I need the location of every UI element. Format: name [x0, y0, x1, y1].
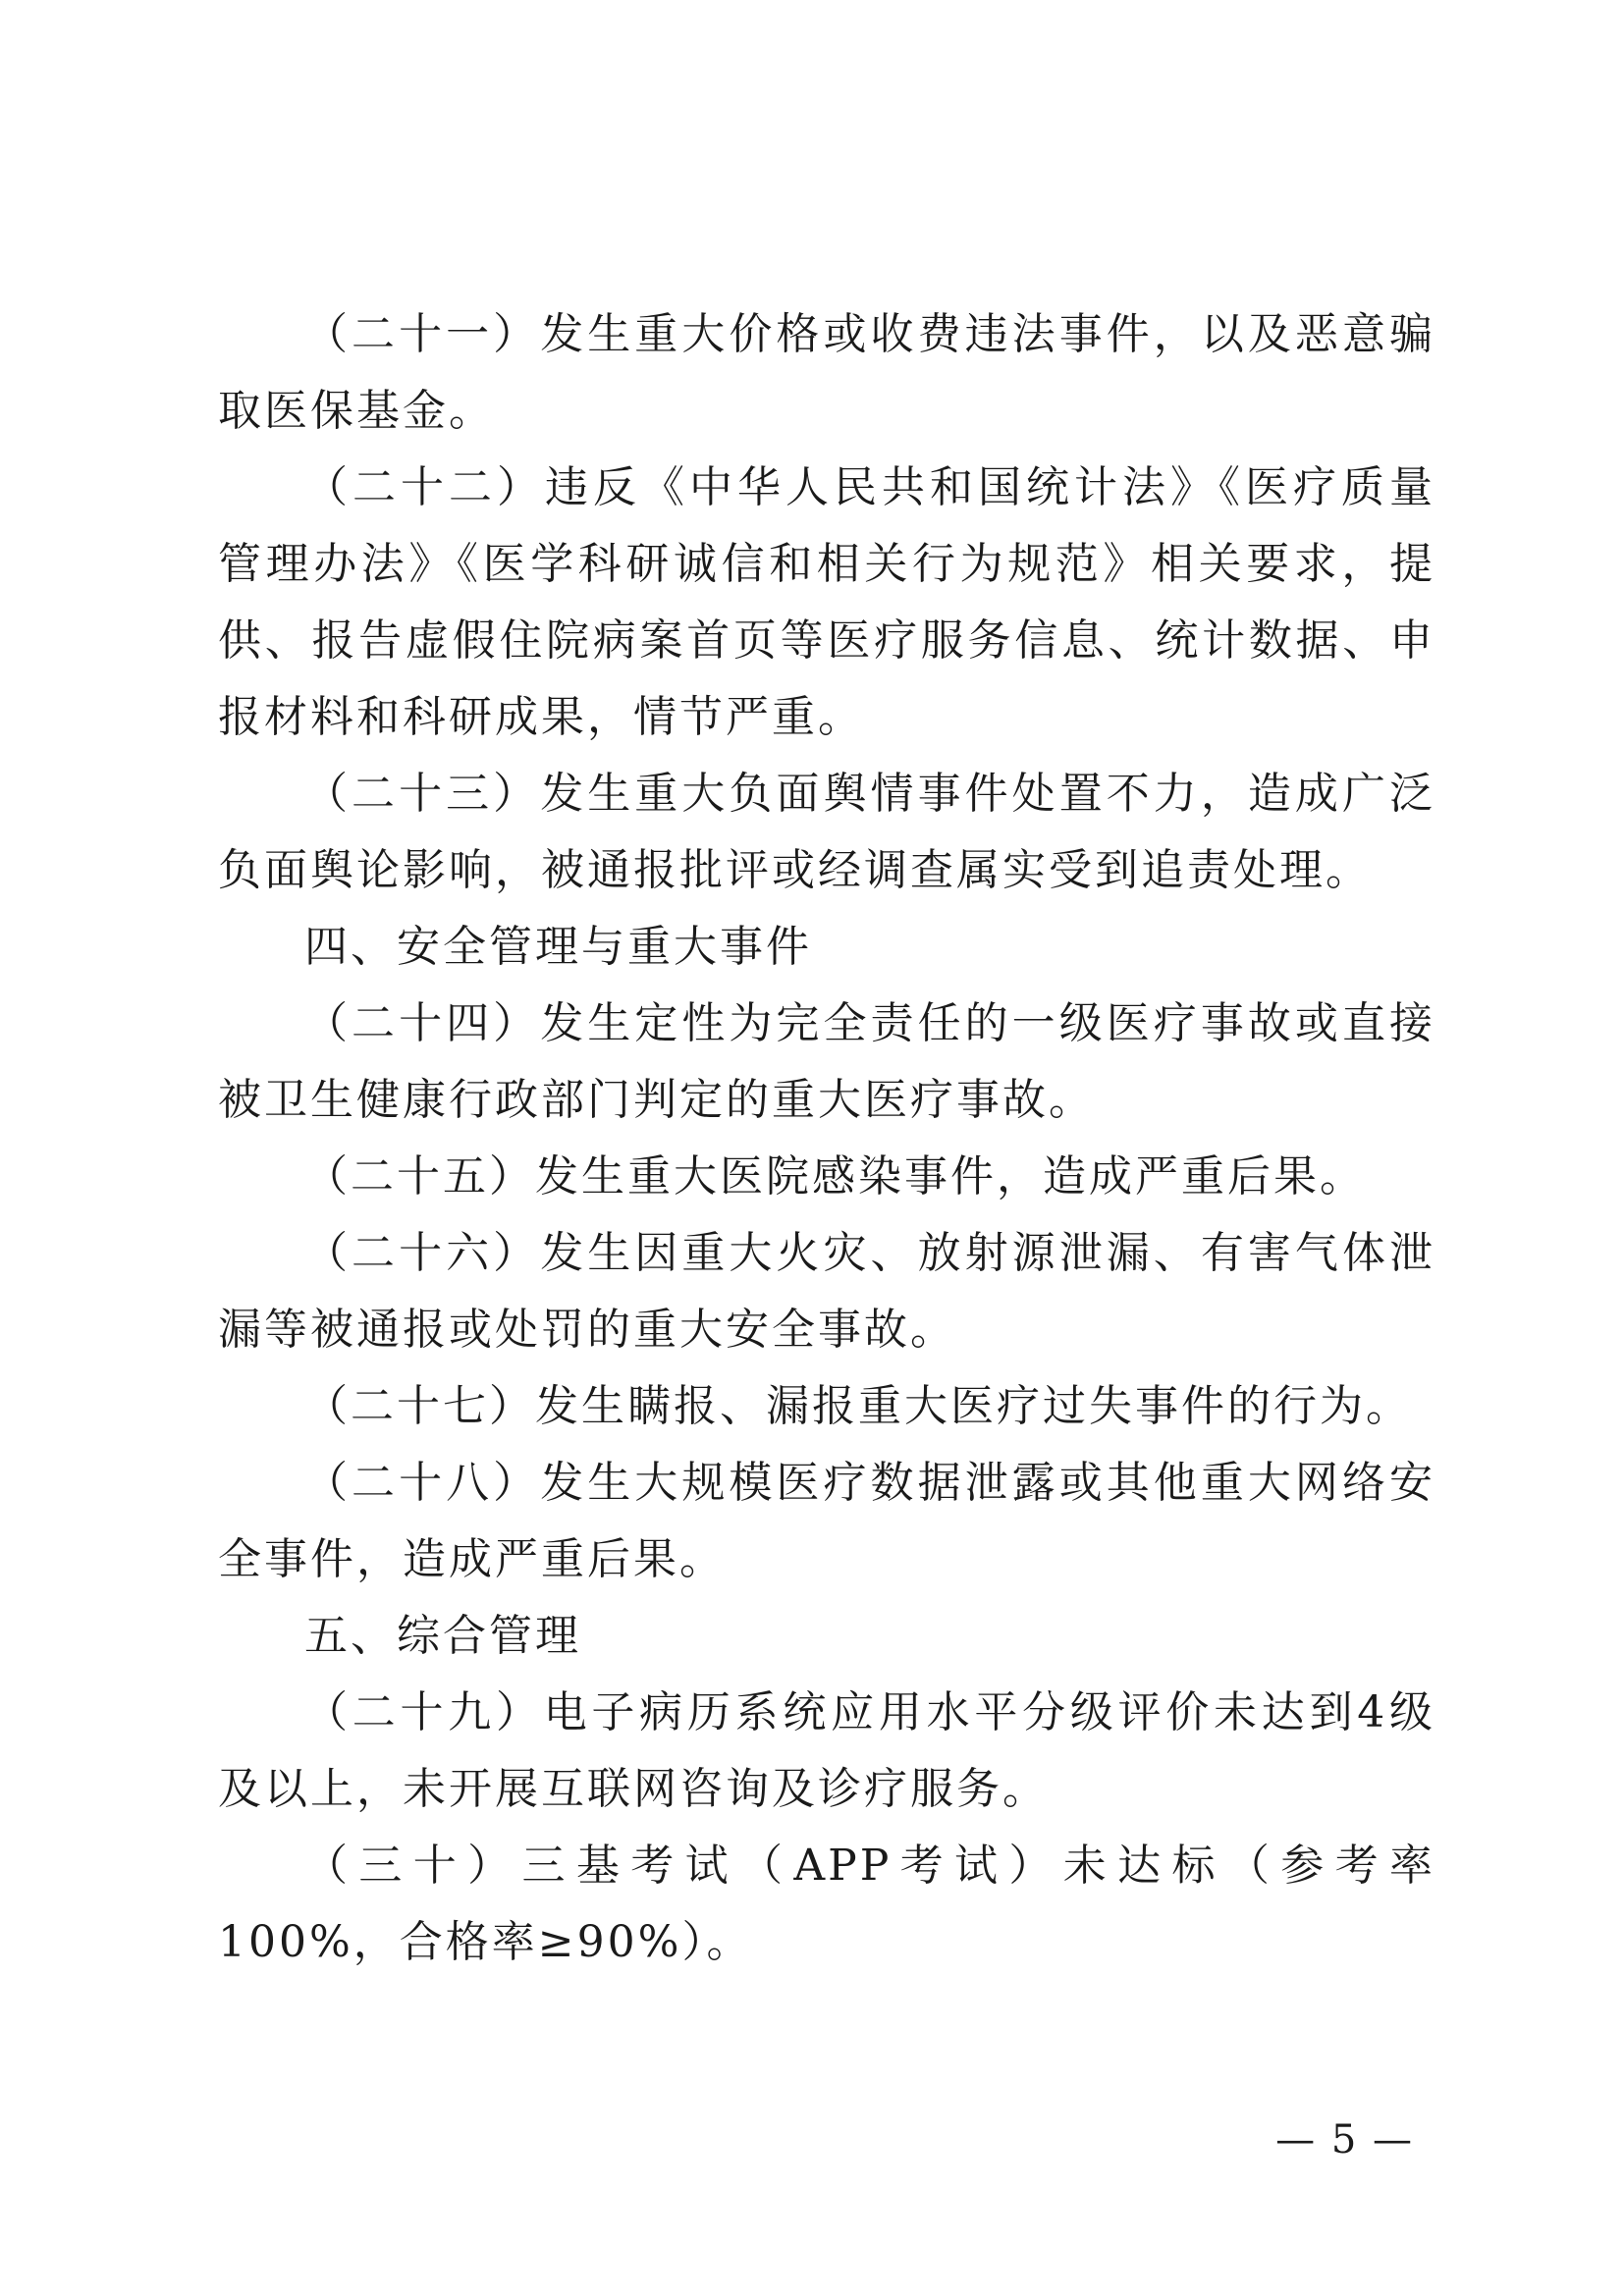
section-heading-safety: 四、安全管理与重大事件	[304, 922, 812, 972]
paragraph-item-27: （二十七）发生瞒报、漏报重大医疗过失事件的行为。	[304, 1381, 1412, 1431]
paragraph-item-28: （二十八）发生大规模医疗数据泄露或其他重大网络安全事件，造成严重后果。	[218, 1458, 1435, 1584]
paragraph-item-24: （二十四）发生定性为完全责任的一级医疗事故或直接被卫生健康行政部门判定的重大医疗事故。	[218, 998, 1435, 1125]
paragraph-item-29: （二十九）电子病历系统应用水平分级评价未达到4级及以上，未开展互联网咨询及诊疗服务。	[218, 1687, 1435, 1814]
page-number: — 5 —	[1275, 2117, 1414, 2163]
section-heading-management: 五、综合管理	[304, 1611, 581, 1661]
paragraph-item-22: （二十二）违反《中华人民共和国统计法》《医疗质量管理办法》《医学科研诚信和相关行为规范》相关要求，提供、报告虚假住院病案首页等医疗服务信息、统计数据、申报材料和科研成果，情节严重。	[218, 462, 1435, 742]
paragraph-item-25: （二十五）发生重大医院感染事件，造成严重后果。	[304, 1151, 1366, 1201]
paragraph-item-23: （二十三）发生重大负面舆情事件处置不力，造成广泛负面舆论影响，被通报批评或经调查属实受到追责处理。	[218, 769, 1435, 895]
paragraph-item-21: （二十一）发生重大价格或收费违法事件，以及恶意骗取医保基金。	[218, 309, 1435, 436]
paragraph-item-26: （二十六）发生因重大火灾、放射源泄漏、有害气体泄漏等被通报或处罚的重大安全事故。	[218, 1228, 1435, 1355]
paragraph-item-30: （三十）三基考试（APP考试）未达标（参考率100%，合格率≥90%）。	[218, 1841, 1435, 1967]
document-body	[218, 296, 1435, 1981]
